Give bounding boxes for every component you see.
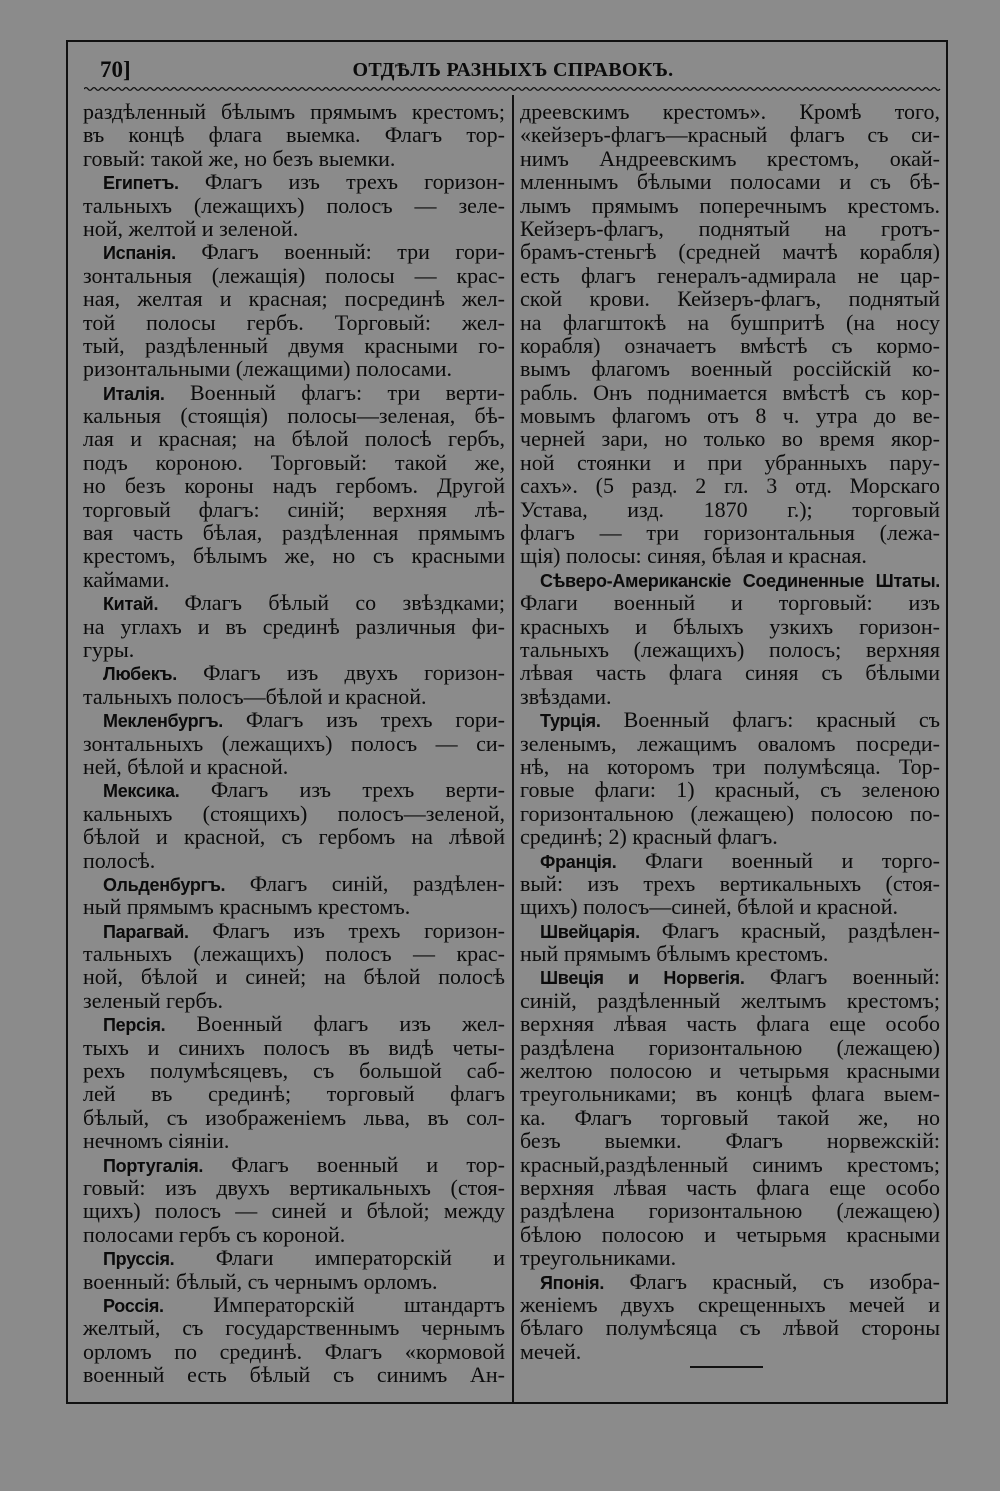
text-line	[520, 1340, 940, 1363]
text-line	[520, 217, 940, 240]
article-paragraph	[83, 591, 505, 661]
entry-headword: Персія.	[103, 1015, 166, 1036]
text-line	[83, 638, 505, 661]
line-text: раздѣлена горизонтальною (лежащею)	[520, 1198, 940, 1224]
text-line	[520, 521, 940, 544]
text-line	[83, 1223, 505, 1246]
entry-headword: Мексика.	[103, 781, 180, 802]
article-paragraph	[83, 919, 505, 1013]
line-text: но безъ короны надъ гербомъ. Другой	[83, 473, 505, 499]
section-end-rule	[690, 1366, 763, 1368]
section-title: ОТДѢЛЪ РАЗНЫХЪ СПРАВОКЪ.	[352, 59, 674, 81]
text-line	[520, 661, 940, 684]
text-line	[83, 708, 505, 731]
line-text: Флагъ красный, раздѣлен-	[661, 917, 941, 943]
entry-headword: Италія.	[103, 383, 165, 404]
line-text: синій, раздѣленный желтымъ крестомъ;	[520, 987, 940, 1013]
text-line	[83, 451, 505, 474]
line-text: ной стоянки и при убранныхъ пару-	[520, 449, 940, 475]
line-text: лей въ срединѣ; торговый флагъ	[83, 1081, 505, 1107]
line-text: женіемъ двухъ скрещенныхъ мечей и	[520, 1291, 940, 1317]
text-line	[520, 965, 940, 988]
line-text: вая часть бѣлая, раздѣленная прямымъ	[83, 520, 505, 546]
line-text: Кейзеръ-флагъ, поднятый на гротъ-	[520, 215, 940, 241]
line-text: мовымъ флагомъ отъ 8 ч. утра до ве-	[520, 403, 940, 429]
text-line	[83, 1129, 505, 1152]
entry-headword: Испанія.	[103, 243, 176, 264]
text-line	[83, 1059, 505, 1082]
text-line	[83, 147, 505, 170]
entry-headword: Ольденбургъ.	[103, 874, 226, 895]
text-line	[83, 942, 505, 965]
text-line	[83, 778, 505, 801]
line-text: рехъ полумѣсяцевъ, съ большой саб-	[83, 1058, 505, 1084]
line-text: флагъ — три горизонтальныя (лежа-	[520, 520, 940, 546]
text-line	[83, 1316, 505, 1339]
line-text: верхняя лѣвая часть флага еще особо	[520, 1011, 940, 1037]
text-line	[83, 100, 505, 123]
page-number: 70]	[100, 57, 131, 82]
line-text: крестомъ, бѣлымъ же, но съ красными	[83, 543, 505, 569]
article-paragraph	[83, 100, 505, 170]
line-text: Флагъ военный:	[769, 964, 941, 990]
line-text: тальныхъ (лежащихъ) полосъ — зеле-	[83, 192, 505, 218]
text-line	[520, 802, 940, 825]
entry-headword: Португалія.	[103, 1155, 204, 1176]
text-line	[83, 217, 505, 240]
text-line	[83, 989, 505, 1012]
text-line	[83, 802, 505, 825]
article-paragraph	[83, 1012, 505, 1152]
text-line	[83, 194, 505, 217]
line-text: подъ короною. Торговый: такой же,	[83, 449, 505, 475]
line-text: верхняя лѣвая часть флага еще особо	[520, 1174, 940, 1200]
line-text: раздѣлена горизонтальною (лежащею)	[520, 1034, 940, 1060]
line-text: нѣ, на которомъ три полумѣсяца. Тор-	[520, 753, 940, 779]
text-line	[520, 591, 940, 614]
line-text: горизонтальною (лежащею) полосою по-	[520, 800, 940, 826]
text-line	[83, 872, 505, 895]
entry-headword: Франція.	[540, 851, 617, 872]
text-line	[83, 755, 505, 778]
text-line	[83, 1176, 505, 1199]
text-line	[83, 334, 505, 357]
entry-headword: Китай.	[103, 594, 159, 615]
text-line	[520, 194, 940, 217]
article-paragraph	[520, 1270, 940, 1364]
line-text: той полосы гербъ. Торговый: жел-	[83, 309, 505, 335]
line-text: военный есть бѣлый съ синимъ Ан-	[83, 1362, 505, 1388]
line-text: зеленый гербъ.	[83, 987, 224, 1013]
line-text: корабля) означаетъ вмѣстѣ съ кормо-	[520, 332, 940, 358]
line-text: вымъ флагомъ военный россійскій ко-	[520, 356, 940, 382]
line-text: гуры.	[83, 636, 135, 662]
entry-headword: Пруссія.	[103, 1249, 175, 1270]
text-line	[83, 1340, 505, 1363]
line-text: лѣвая часть флага синяя съ бѣлыми	[520, 660, 940, 686]
text-line	[520, 544, 940, 567]
line-text: зонтальныя (лежащія) полосы — крас-	[83, 262, 505, 288]
line-text: «кейзеръ-флагъ—красный флагъ съ си-	[520, 122, 940, 148]
text-line	[520, 1176, 940, 1199]
column-divider	[512, 95, 514, 1403]
line-text: ней, бѣлой и красной.	[83, 753, 289, 779]
text-line	[83, 685, 505, 708]
entry-headword: Сѣверо-Американскіе Соединенные Штаты.	[540, 570, 940, 591]
text-line	[520, 825, 940, 848]
line-text: лая и красная; на бѣлой полосѣ гербъ,	[83, 426, 505, 452]
text-line	[83, 1363, 505, 1386]
line-text: зонтальныхъ (лежащихъ) полосъ — си-	[83, 730, 505, 756]
text-line	[520, 334, 940, 357]
line-text: черней зари, но только во время якор-	[520, 426, 940, 452]
article-paragraph	[83, 708, 505, 778]
text-line	[520, 732, 940, 755]
text-line	[83, 1270, 505, 1293]
line-text: красныхъ и бѣлыхъ узкихъ горизон-	[520, 613, 940, 639]
text-line	[83, 1106, 505, 1129]
text-line	[520, 1270, 940, 1293]
line-text: ная, желтая и красная; посрединѣ жел-	[83, 286, 505, 312]
text-line	[83, 1036, 505, 1059]
article-paragraph	[520, 568, 940, 708]
line-text: дреевскимъ крестомъ». Кромѣ того,	[520, 99, 940, 124]
text-line	[520, 1129, 940, 1152]
line-text: Флагъ синій, раздѣлен-	[249, 870, 505, 896]
line-text: Военный флагъ изъ жел-	[196, 1011, 505, 1037]
text-line	[520, 100, 940, 123]
line-text: рабль. Онъ поднимается вмѣстѣ съ кор-	[520, 379, 940, 405]
line-text: тый, раздѣленный двумя красными го-	[83, 332, 505, 358]
text-line	[520, 849, 940, 872]
text-line	[520, 989, 940, 1012]
article-paragraph	[520, 919, 940, 966]
article-paragraph	[520, 100, 940, 568]
text-line	[83, 568, 505, 591]
line-text: Флаги военный и торго-	[645, 847, 940, 873]
line-text: есть флагъ генералъ-адмирала не цар-	[520, 262, 940, 288]
text-line	[520, 942, 940, 965]
text-line	[83, 427, 505, 450]
text-line	[520, 451, 940, 474]
article-paragraph	[520, 849, 940, 919]
text-line	[83, 544, 505, 567]
line-text: нимъ Андреевскимъ крестомъ, окай-	[520, 145, 940, 171]
line-text: желтый, съ государственнымъ чернымъ	[83, 1315, 505, 1341]
text-line	[83, 1153, 505, 1176]
line-text: срединѣ; 2) красный флагъ.	[520, 824, 778, 850]
line-text: Флагъ бѣлый со звѣздками;	[184, 590, 505, 616]
left-column	[83, 100, 505, 1386]
line-text: безъ выемки. Флагъ норвежскій:	[520, 1128, 940, 1154]
line-text: Флагъ военный: три гори-	[201, 239, 505, 265]
text-line	[83, 357, 505, 380]
article-paragraph	[83, 1293, 505, 1387]
text-line	[520, 1246, 940, 1269]
line-text: ской крови. Кейзеръ-флагъ, поднятый	[520, 286, 940, 312]
line-text: тальныхъ (лежащихъ) полосъ; верхняя	[520, 636, 940, 662]
line-text: зеленымъ, лежащимъ оваломъ посреди-	[520, 730, 940, 756]
text-line	[520, 919, 940, 942]
line-text: Флагъ военный и тор-	[231, 1151, 506, 1177]
line-text: ный прямымъ краснымъ крестомъ.	[83, 894, 411, 920]
article-paragraph	[83, 381, 505, 592]
article-paragraph	[520, 708, 940, 848]
line-text: Императорскій штандартъ	[213, 1291, 505, 1317]
line-text: щихъ) полосъ—синей, бѣлой и красной.	[520, 894, 899, 920]
line-text: щія) полосы: синяя, бѣлая и красная.	[520, 543, 867, 569]
wavy-header-rule	[84, 85, 942, 93]
line-text: Военный флагъ: красный съ	[623, 707, 940, 733]
text-line	[83, 591, 505, 614]
line-text: ризонтальными (лежащими) полосами.	[83, 356, 452, 382]
line-text: нечномъ сіяніи.	[83, 1128, 230, 1154]
text-line	[83, 287, 505, 310]
article-paragraph	[83, 778, 505, 872]
text-line	[520, 287, 940, 310]
line-text: тальныхъ полосъ—бѣлой и красной.	[83, 683, 427, 709]
text-line	[520, 685, 940, 708]
entry-headword: Швейцарія.	[540, 921, 640, 942]
line-text: орломъ по срединѣ. Флагъ «кормовой	[83, 1338, 505, 1364]
line-text: тыхъ и синихъ полосъ въ видѣ четы-	[83, 1034, 505, 1060]
line-text: Флагъ изъ двухъ горизон-	[203, 660, 506, 686]
article-paragraph	[83, 872, 505, 919]
entry-headword: Швеція и Норвегія.	[540, 968, 745, 989]
line-text: бѣлою полосою и четырьмя красными	[520, 1221, 940, 1247]
text-line	[520, 1012, 940, 1035]
line-text: бѣлой и красной, съ гербомъ на лѣвой	[83, 824, 505, 850]
text-line	[83, 661, 505, 684]
line-text: полосѣ.	[83, 847, 156, 873]
line-text: раздѣленный бѣлымъ прямымъ крестомъ;	[83, 99, 505, 124]
text-line	[83, 895, 505, 918]
right-column	[520, 100, 940, 1363]
line-text: желтою полосою и четырьмя красными	[520, 1058, 940, 1084]
text-line	[520, 615, 940, 638]
text-line	[520, 568, 940, 591]
line-text: Флагъ красный, съ изобра-	[629, 1268, 941, 1294]
line-text: звѣздами.	[520, 683, 612, 709]
line-text: Устава, изд. 1870 г.); торговый	[520, 496, 940, 522]
line-text: Военный флагъ: три верти-	[190, 379, 506, 405]
text-line	[520, 170, 940, 193]
text-line	[520, 147, 940, 170]
entry-headword: Турція.	[540, 711, 601, 732]
line-text: тальныхъ (лежащихъ) полосъ — крас-	[83, 941, 505, 967]
line-text: военный: бѣлый, съ чернымъ орломъ.	[83, 1268, 438, 1294]
line-text: на углахъ и въ срединѣ различныя фи-	[83, 613, 505, 639]
text-line	[83, 123, 505, 146]
text-line	[83, 404, 505, 427]
entry-headword: Россія.	[103, 1295, 164, 1316]
entry-headword: Японія.	[540, 1272, 605, 1293]
text-line	[520, 1082, 940, 1105]
line-text: въ концѣ флага выемка. Флагъ тор-	[83, 122, 505, 148]
line-text: ный прямымъ бѣлымъ крестомъ.	[520, 941, 829, 967]
article-paragraph	[83, 240, 505, 380]
text-line	[83, 1012, 505, 1035]
line-text: Флаги императорскій и	[215, 1245, 505, 1271]
article-paragraph	[520, 965, 940, 1269]
text-line	[520, 357, 940, 380]
text-line	[83, 521, 505, 544]
text-line	[520, 1316, 940, 1339]
text-line	[520, 381, 940, 404]
line-text: сахъ». (5 разд. 2 гл. 3 отд. Морскаго	[520, 473, 940, 499]
line-text: на флагштокѣ на бушпритѣ (на носу	[520, 309, 940, 335]
line-text: Флагъ изъ трехъ верти-	[210, 777, 506, 803]
text-line	[83, 732, 505, 755]
text-line	[83, 1246, 505, 1269]
line-text: каймами.	[83, 566, 170, 592]
line-text: бѣлый, съ изображеніемъ льва, въ сол-	[83, 1104, 505, 1130]
article-paragraph	[83, 170, 505, 240]
text-line	[520, 404, 940, 427]
line-text: говые флаги: 1) красный, съ зеленою	[520, 777, 940, 803]
line-text: брамъ-стеньгѣ (средней мачтѣ корабля)	[520, 239, 940, 265]
line-text: говый: изъ двухъ вертикальныхъ (стоя-	[83, 1174, 505, 1200]
text-line	[520, 638, 940, 661]
text-line	[83, 1293, 505, 1316]
text-line	[83, 311, 505, 334]
line-text: кальныхъ (стоящихъ) полосъ—зеленой,	[83, 800, 505, 826]
line-text: кальныя (стоящія) полосы—зеленая, бѣ-	[83, 403, 505, 429]
line-text: полосами гербъ съ короной.	[83, 1221, 346, 1247]
article-paragraph	[83, 1246, 505, 1293]
line-text: говый: такой же, но безъ выемки.	[83, 145, 396, 171]
line-text: Флагъ изъ трехъ горизон-	[212, 917, 505, 943]
text-line	[520, 1293, 940, 1316]
text-line	[83, 264, 505, 287]
text-line	[520, 872, 940, 895]
line-text: ной, бѣлой и синей; на бѣлой полосѣ	[83, 964, 505, 990]
text-line	[520, 427, 940, 450]
text-line	[83, 1082, 505, 1105]
line-text: ка. Флагъ торговый такой же, но	[520, 1104, 940, 1130]
text-line	[520, 1036, 940, 1059]
text-line	[520, 498, 940, 521]
text-line	[520, 264, 940, 287]
line-text: вый: изъ трехъ вертикальныхъ (стоя-	[520, 870, 940, 896]
text-line	[520, 755, 940, 778]
entry-headword: Любекъ.	[103, 664, 177, 685]
line-text: щихъ) полосъ — синей и бѣлой; между	[83, 1198, 505, 1224]
entry-headword: Мекленбургъ.	[103, 711, 223, 732]
text-line	[520, 311, 940, 334]
text-line	[83, 615, 505, 638]
line-text: Флагъ изъ трехъ гори-	[245, 707, 505, 733]
line-text: лымъ прямымъ поперечнымъ крестомъ.	[520, 192, 940, 218]
article-paragraph	[83, 661, 505, 708]
line-text: треугольниками.	[520, 1245, 677, 1271]
text-line	[520, 778, 940, 801]
text-line	[520, 1059, 940, 1082]
text-line	[83, 170, 505, 193]
text-line	[83, 825, 505, 848]
line-text: мечей.	[520, 1338, 582, 1364]
text-line	[520, 1106, 940, 1129]
text-line	[520, 474, 940, 497]
text-line	[520, 708, 940, 731]
text-line	[83, 240, 505, 263]
text-line	[83, 381, 505, 404]
text-line	[83, 965, 505, 988]
text-line	[520, 240, 940, 263]
line-text: бѣлаго полумѣсяца съ лѣвой стороны	[520, 1315, 940, 1341]
line-text: торговый флагъ: синій; верхняя лѣ-	[83, 496, 505, 522]
line-text: ной, желтой и зеленой.	[83, 215, 299, 241]
text-line	[520, 1223, 940, 1246]
entry-headword: Парагвай.	[103, 921, 189, 942]
text-line	[520, 895, 940, 918]
text-line	[83, 498, 505, 521]
text-line	[83, 474, 505, 497]
line-text: красный,раздѣленный синимъ крестомъ;	[520, 1151, 940, 1177]
entry-headword: Египетъ.	[103, 173, 179, 194]
line-text: Флагъ изъ трехъ горизон-	[204, 169, 506, 195]
text-line	[520, 1199, 940, 1222]
text-line	[83, 1199, 505, 1222]
line-text: мленнымъ бѣлыми полосами и съ бѣ-	[520, 169, 940, 195]
text-line	[520, 1153, 940, 1176]
text-line	[83, 919, 505, 942]
line-text: треугольниками; въ концѣ флага выем-	[520, 1081, 940, 1107]
text-line	[83, 849, 505, 872]
text-line	[520, 123, 940, 146]
article-paragraph	[83, 1153, 505, 1247]
line-text: Флаги военный и торговый: изъ	[520, 590, 940, 616]
